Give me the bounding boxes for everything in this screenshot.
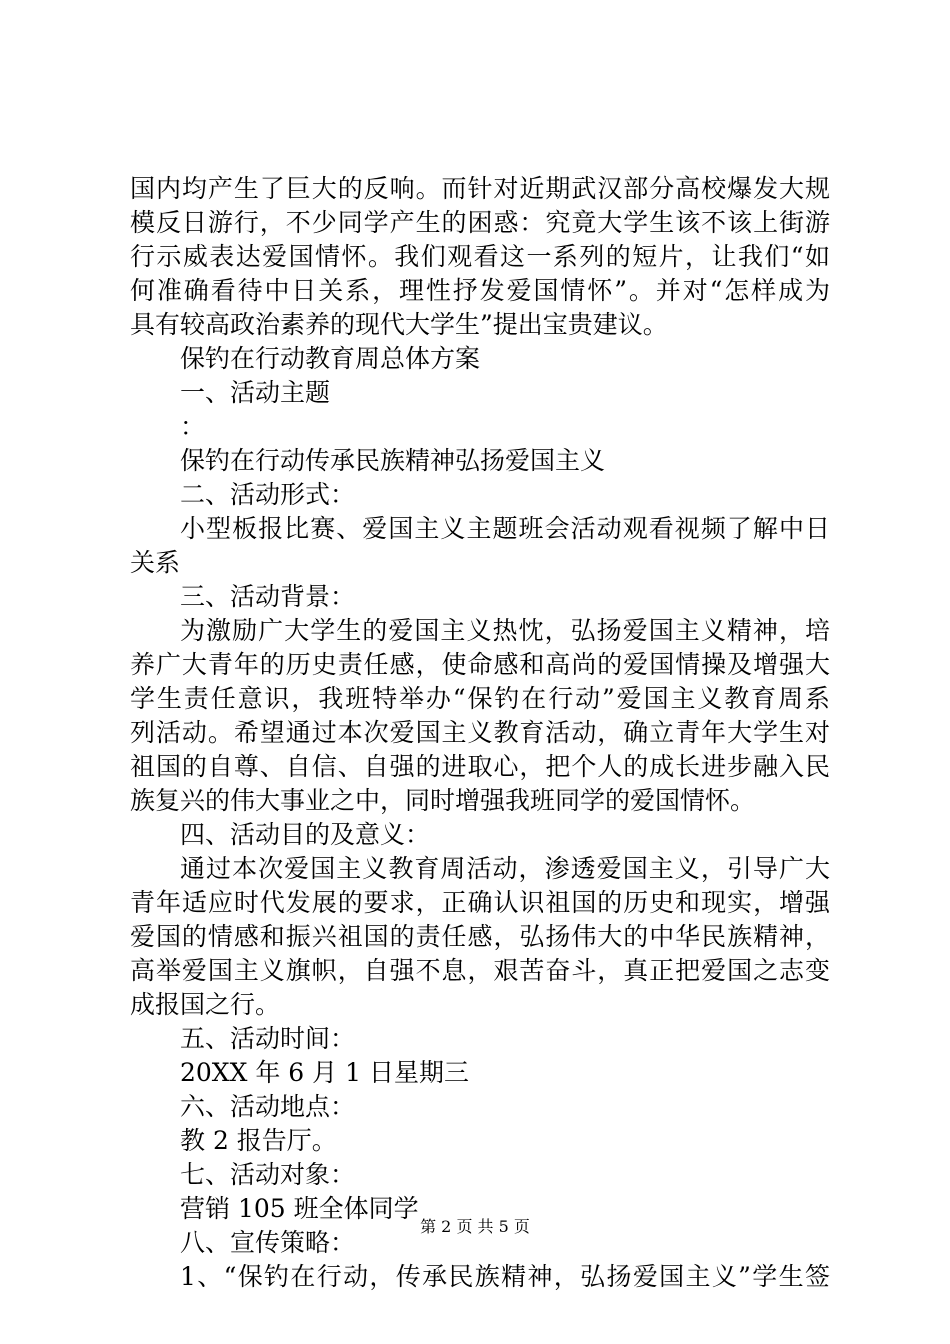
section-heading: 六、活动地点：: [180, 1092, 356, 1121]
section-heading: 一、活动主题: [180, 378, 331, 407]
text-line: 国内均产生了巨大的反响。而针对近期武汉部分高校爆发大规: [130, 174, 830, 203]
text-line: 族复兴的伟大事业之中，同时增强我班同学的爱国情怀。: [130, 786, 756, 815]
text-line: 何准确看待中日关系，理性抒发爱国情怀”。并对“怎样成为: [130, 276, 830, 305]
text-line: 学生责任意识，我班特举办“保钓在行动”爱国主义教育周系: [130, 684, 830, 713]
text-line: 青年适应时代发展的要求，正确认识祖国的历史和现实，增强: [130, 888, 830, 917]
text-line: 1、“保钓在行动，传承民族精神，弘扬爱国主义”学生签: [180, 1262, 830, 1291]
section-heading: 保钓在行动教育周总体方案: [180, 344, 481, 373]
section-heading: 四、活动目的及意义：: [180, 820, 431, 849]
text-line: 小型板报比赛、爱国主义主题班会活动观看视频了解中日: [180, 514, 830, 543]
page-number: 第 2 页 共 5 页: [420, 1217, 530, 1236]
text-line: 营销 105 班全体同学: [180, 1194, 419, 1223]
section-heading: 二、活动形式：: [180, 480, 356, 509]
text-line: 保钓在行动传承民族精神弘扬爱国主义: [180, 446, 606, 475]
section-heading: 七、活动对象：: [180, 1160, 356, 1189]
text-line: 关系: [130, 548, 181, 577]
text-line: 20XX 年 6 月 1 日星期三: [180, 1058, 469, 1087]
text-line: 祖国的自尊、自信、自强的进取心，把个人的成长进步融入民: [130, 752, 830, 781]
section-heading: 三、活动背景：: [180, 582, 356, 611]
text-line: 通过本次爱国主义教育周活动，渗透爱国主义，引导广大: [180, 854, 830, 883]
text-line: 模反日游行，不少同学产生的困惑：究竟大学生该不该上街游: [130, 208, 830, 237]
text-line: 养广大青年的历史责任感，使命感和高尚的爱国情操及增强大: [130, 650, 830, 679]
text-line: 为激励广大学生的爱国主义热忱，弘扬爱国主义精神，培: [180, 616, 830, 645]
text-line: 教 2 报告厅。: [180, 1126, 337, 1155]
text-line: 爱国的情感和振兴祖国的责任感，弘扬伟大的中华民族精神，: [130, 922, 830, 951]
text-line: 成报国之行。: [130, 990, 281, 1019]
text-line: 具有较高政治素养的现代大学生”提出宝贵建议。: [130, 310, 668, 339]
text-line: 行示威表达爱国情怀。我们观看这一系列的短片，让我们“如: [130, 242, 830, 271]
section-heading: 八、宣传策略：: [180, 1228, 356, 1257]
text-line: 列活动。希望通过本次爱国主义教育活动，确立青年大学生对: [130, 718, 830, 747]
section-heading: 五、活动时间：: [180, 1024, 356, 1053]
text-line: 高举爱国主义旗帜，自强不息，艰苦奋斗，真正把爱国之志变: [130, 956, 830, 985]
text-line: ：: [180, 412, 206, 441]
document-body: [130, 172, 830, 1294]
